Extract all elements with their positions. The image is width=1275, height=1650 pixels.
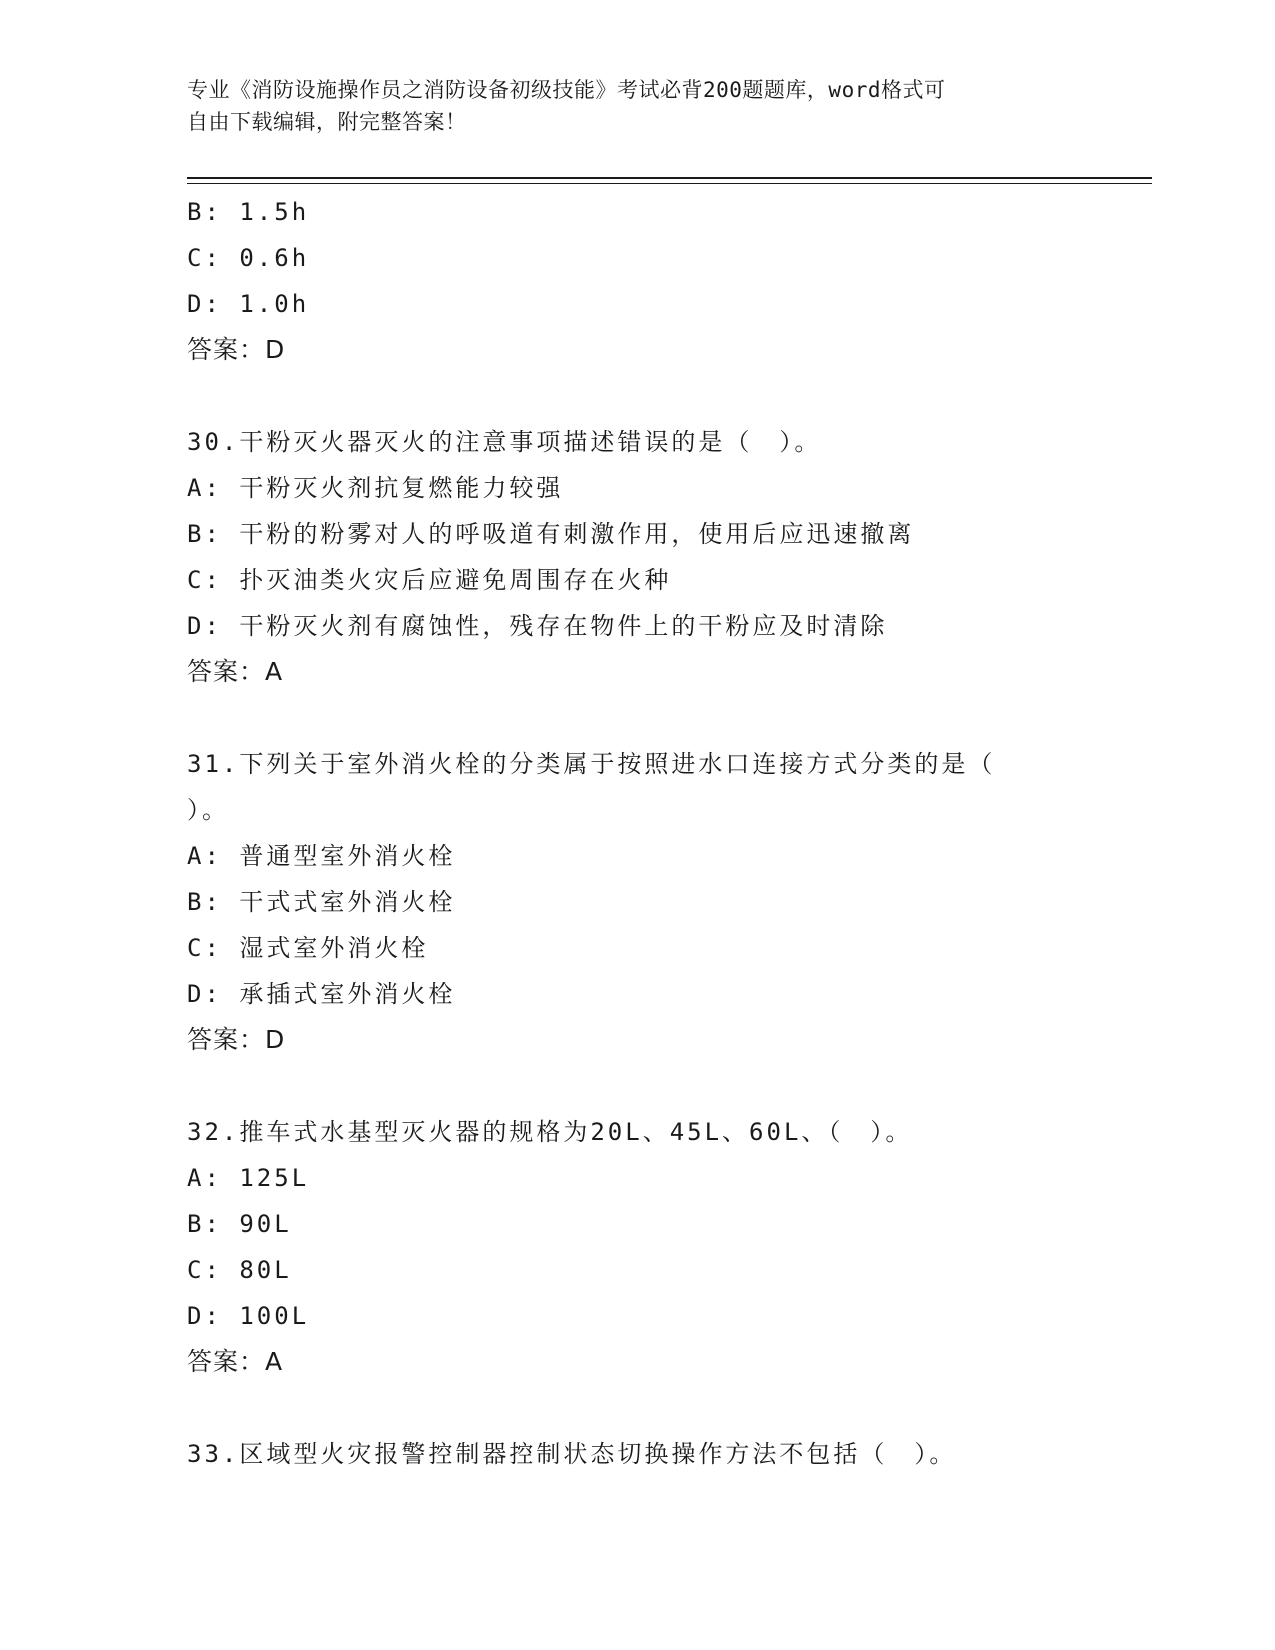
question-title: 33.区域型火灾报警控制器控制状态切换操作方法不包括（ ）。 — [187, 1440, 957, 1468]
option-line: B: 1.5h — [187, 198, 310, 226]
header-line-2: 自由下载编辑，附完整答案！ — [187, 110, 467, 134]
spacer — [187, 373, 1067, 419]
option-line: A: 干粉灭火剂抗复燃能力较强 — [187, 474, 564, 502]
option-line: C: 湿式室外消火栓 — [187, 934, 429, 962]
question-title-continued: ）。 — [187, 796, 229, 824]
option-line: C: 0.6h — [187, 244, 310, 272]
document-header — [187, 74, 1067, 138]
question-title: 32.推车式水基型灭火器的规格为20L、45L、60L、（ ）。 — [187, 1118, 913, 1146]
spacer — [187, 1385, 1067, 1431]
question-content — [187, 189, 1067, 1477]
option-line: D: 100L — [187, 1302, 310, 1330]
option-line: A: 125L — [187, 1164, 310, 1192]
option-line: B: 干式式室外消火栓 — [187, 888, 456, 916]
spacer — [187, 1063, 1067, 1109]
option-line: B: 90L — [187, 1210, 292, 1238]
spacer — [187, 695, 1067, 741]
answer-line: 答案：A — [187, 1347, 284, 1376]
header-line-1: 专业《消防设施操作员之消防设备初级技能》考试必背200题题库，word格式可 — [187, 78, 946, 102]
option-line: D: 干粉灭火剂有腐蚀性，残存在物件上的干粉应及时清除 — [187, 612, 888, 640]
question-title: 31.下列关于室外消火栓的分类属于按照进水口连接方式分类的是（ — [187, 750, 996, 778]
option-line: D: 1.0h — [187, 290, 310, 318]
answer-line: 答案：A — [187, 657, 284, 686]
option-line: B: 干粉的粉雾对人的呼吸道有刺激作用，使用后应迅速撤离 — [187, 520, 915, 548]
answer-line: 答案：D — [187, 335, 286, 364]
answer-line: 答案：D — [187, 1025, 286, 1054]
header-divider-thick — [187, 177, 1152, 179]
question-title: 30.干粉灭火器灭火的注意事项描述错误的是（ ）。 — [187, 428, 822, 456]
option-line: A: 普通型室外消火栓 — [187, 842, 456, 870]
option-line: C: 80L — [187, 1256, 292, 1284]
option-line: C: 扑灭油类火灾后应避免周围存在火种 — [187, 566, 672, 594]
option-line: D: 承插式室外消火栓 — [187, 980, 456, 1008]
header-divider-thin — [187, 183, 1152, 184]
